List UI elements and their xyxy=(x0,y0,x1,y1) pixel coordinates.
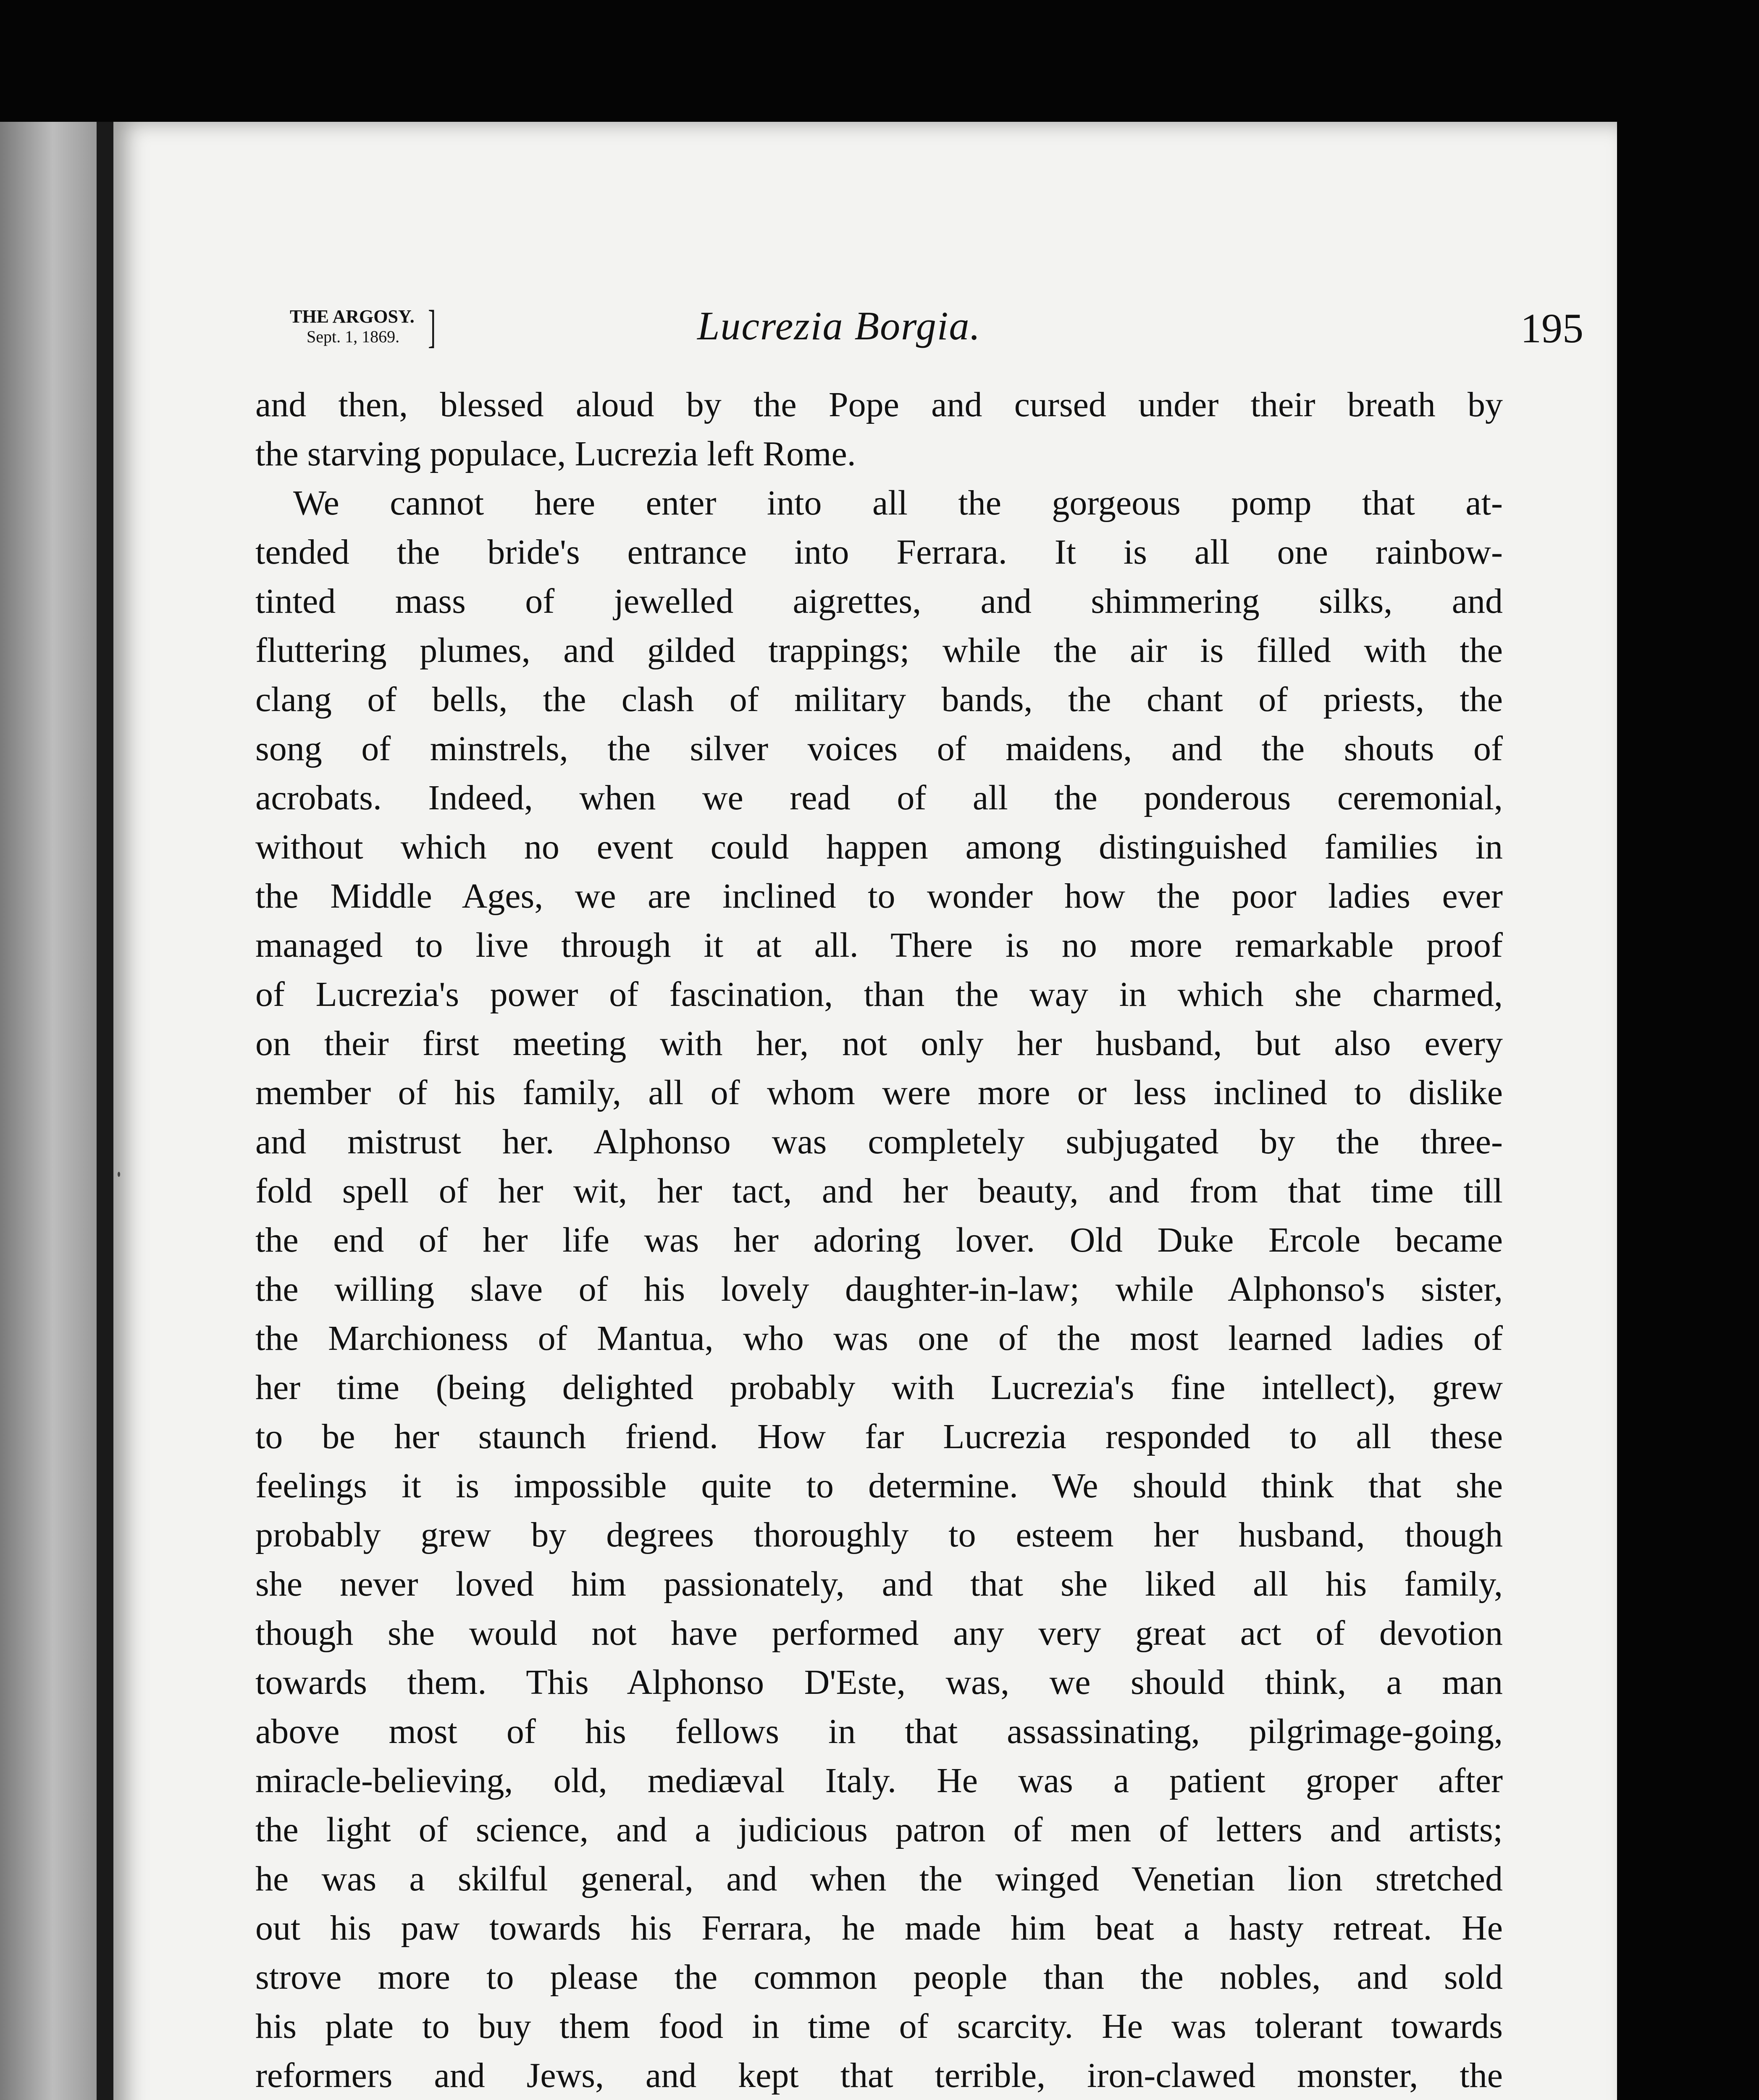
text-line: above most of his fellows in that assassinating, pilgrimage-going, xyxy=(255,1712,1503,1751)
text-line: tinted mass of jewelled aigrettes, and shimmering silks, and xyxy=(255,582,1503,621)
journal-citation xyxy=(290,307,415,347)
text-line: the light of science, and a judicious patron of men of letters and artists; xyxy=(255,1810,1503,1849)
text-line: the Middle Ages, we are inclined to wonder how the poor ladies ever xyxy=(255,877,1503,916)
text-line: member of his family, all of whom were more or less inclined to dislike xyxy=(255,1073,1503,1112)
text-line: feelings it is impossible quite to determine. We should think that she xyxy=(255,1466,1503,1505)
text-line: acrobats. Indeed, when we read of all the ponderous ceremonial, xyxy=(255,778,1503,817)
text-line: and then, blessed aloud by the Pope and cursed under their breath by xyxy=(255,385,1503,424)
text-line: song of minstrels, the silver voices of maidens, and the shouts of xyxy=(255,729,1503,768)
journal-name: THE ARGOSY. xyxy=(290,306,415,327)
text-line: the willing slave of his lovely daughter-in-law; while Alphonso's sister, xyxy=(255,1270,1503,1309)
text-line: of Lucrezia's power of fascination, than the way in which she charmed, xyxy=(255,975,1503,1014)
text-line: out his paw towards his Ferrara, he made him beat a hasty retreat. He xyxy=(255,1908,1503,1948)
text-line: clang of bells, the clash of military bands, the chant of priests, the xyxy=(255,680,1503,719)
text-line: the Marchioness of Mantua, who was one of the most learned ladies of xyxy=(255,1319,1503,1358)
text-line: the starving populace, Lucrezia left Rome. xyxy=(255,434,856,473)
text-line: her time (being delighted probably with Lucrezia's fine intellect), grew xyxy=(255,1368,1503,1407)
text-line: he was a skilful general, and when the winged Venetian lion stretched xyxy=(255,1859,1503,1898)
page-number: 195 xyxy=(1520,305,1583,352)
page-header xyxy=(176,294,1583,370)
citation-bracket: ] xyxy=(428,301,436,352)
text-line: without which no event could happen among distinguished families in xyxy=(255,827,1503,866)
running-title: Lucrezia Borgia. xyxy=(697,303,981,348)
text-line: miracle-believing, old, mediæval Italy. He was a patient groper after xyxy=(255,1761,1503,1800)
text-line: the end of her life was her adoring lover. Old Duke Ercole became xyxy=(255,1221,1503,1260)
text-line: We cannot here enter into all the gorgeous pomp that at- xyxy=(293,483,1503,522)
text-line: tended the bride's entrance into Ferrara. It is all one rainbow- xyxy=(255,533,1503,572)
text-line: fold spell of her wit, her tact, and her beauty, and from that time till xyxy=(255,1171,1503,1210)
text-line: strove more to please the common people than the nobles, and sold xyxy=(255,1958,1503,1997)
text-line: fluttering plumes, and gilded trappings; while the air is filled with the xyxy=(255,631,1503,670)
body-text xyxy=(255,380,1503,2100)
text-line: reformers and Jews, and kept that terrible, iron-clawed monster, the xyxy=(255,2056,1503,2095)
text-line: on their first meeting with her, not only her husband, but also every xyxy=(255,1024,1503,1063)
text-line: to be her staunch friend. How far Lucrezia responded to all these xyxy=(255,1417,1503,1456)
text-line: and mistrust her. Alphonso was completely subjugated by the three- xyxy=(255,1122,1503,1161)
text-line: his plate to buy them food in time of scarcity. He was tolerant towards xyxy=(255,2007,1503,2046)
text-line: though she would not have performed any very great act of devotion xyxy=(255,1614,1503,1653)
book-gutter xyxy=(97,122,113,2100)
text-line: probably grew by degrees thoroughly to esteem her husband, though xyxy=(255,1515,1503,1554)
facing-page-edge xyxy=(0,122,97,2100)
journal-date: Sept. 1, 1869. xyxy=(307,327,400,346)
text-line: towards them. This Alphonso D'Este, was, we should think, a man xyxy=(255,1663,1503,1702)
paper-speck xyxy=(118,1172,120,1177)
text-line: managed to live through it at all. There is no more remarkable proof xyxy=(255,926,1503,965)
text-line: she never loved him passionately, and that she liked all his family, xyxy=(255,1564,1503,1604)
